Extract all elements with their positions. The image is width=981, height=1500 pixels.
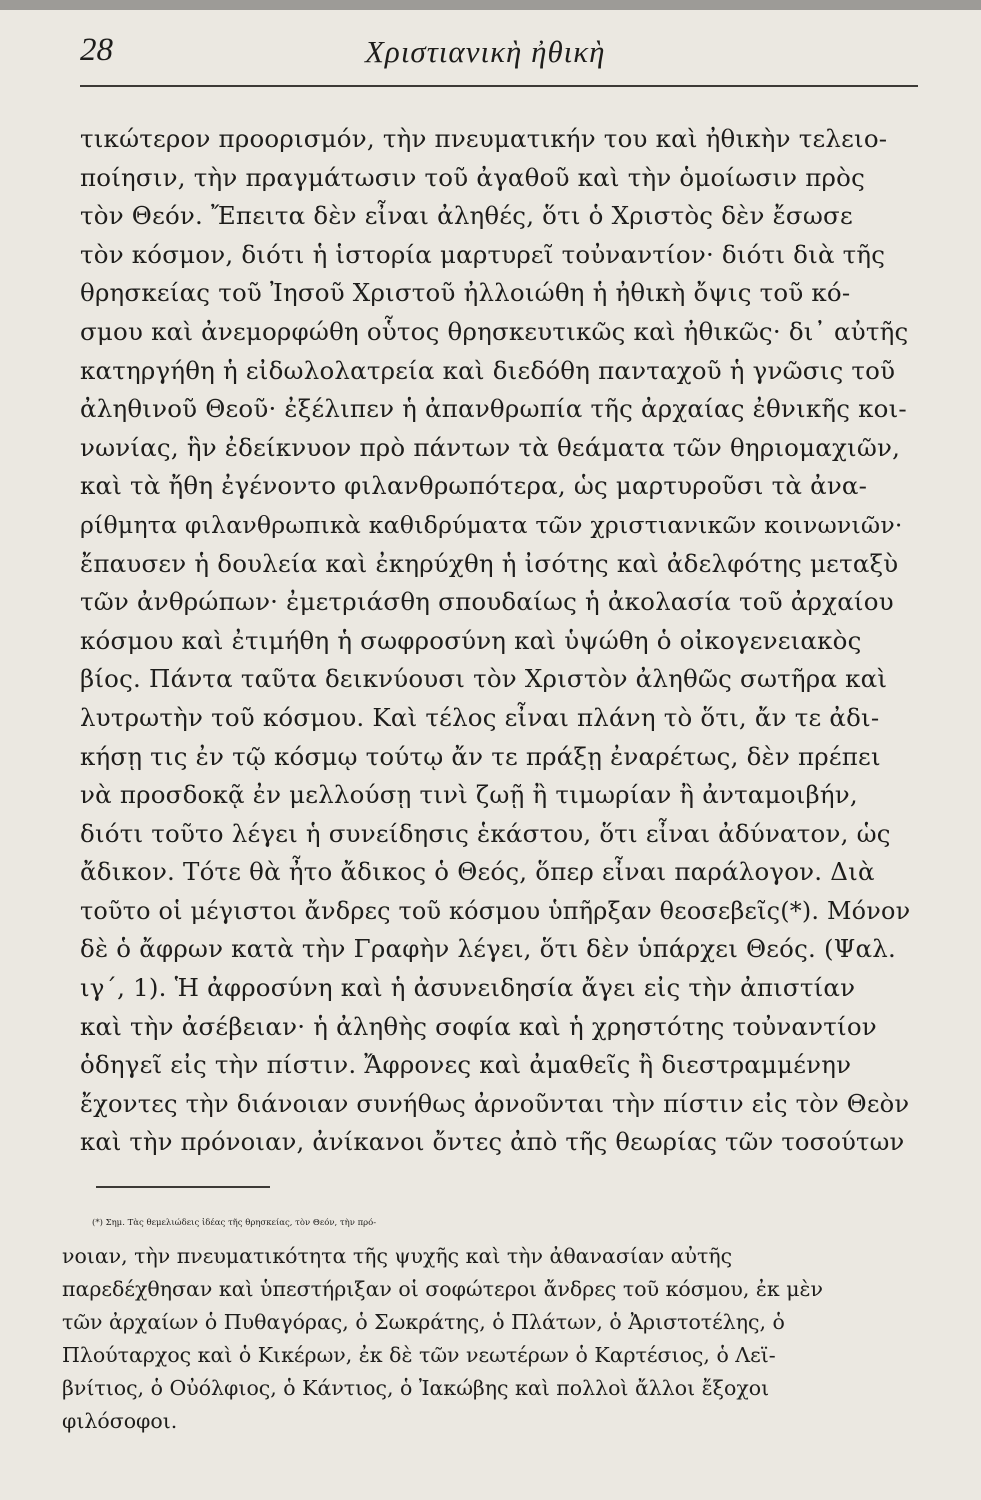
text-line: καὶ τὰ ἤθη ἐγένοντο φιλανθρωπότερα, ὡς μαρτυροῦσι τὰ ἀνα- xyxy=(80,471,868,501)
footnote xyxy=(62,1207,912,1438)
text-line: ποίησιν, τὴν πραγμάτωσιν τοῦ ἀγαθοῦ καὶ τὴν ὁμοίωσιν πρὸς xyxy=(80,162,866,192)
text-line: ἔπαυσεν ἡ δουλεία καὶ ἐκηρύχθη ἡ ἰσότης καὶ ἀδελφότης μεταξὺ xyxy=(80,548,899,578)
text-line: λυτρωτὴν τοῦ κόσμου. Καὶ τέλος εἶναι πλάνη τὸ ὅτι, ἄν τε ἀδι- xyxy=(80,702,880,732)
text-line: διότι τοῦτο λέγει ἡ συνείδησις ἑκάστου, ὅτι εἶναι ἀδύνατον, ὡς xyxy=(80,818,891,848)
text-line: ἄδικον. Τότε θὰ ἦτο ἄδικος ὁ Θεός, ὅπερ εἶναι παράλογον. Διὰ xyxy=(80,857,875,887)
footnote-line: τῶν ἀρχαίων ὁ Πυθαγόρας, ὁ Σωκράτης, ὁ Πλάτων, ὁ Ἀριστοτέλης, ὁ xyxy=(62,1310,785,1334)
text-line: βίος. Πάντα ταῦτα δεικνύουσι τὸν Χριστὸν ἀληθῶς σωτῆρα καὶ xyxy=(80,664,888,694)
footnote-line: βνίτιος, ὁ Οὐόλφιος, ὁ Κάντιος, ὁ Ἰακώβης καὶ πολλοὶ ἄλλοι ἔξοχοι xyxy=(62,1376,770,1400)
text-line: δὲ ὁ ἄφρων κατὰ τὴν Γραφὴν λέγει, ὅτι δὲν ὑπάρχει Θεός. (Ψαλ. xyxy=(80,934,896,964)
text-line: τὸν κόσμον, διότι ἡ ἱστορία μαρτυρεῖ τοὐναντίον· διότι διὰ τῆς xyxy=(80,239,886,269)
page-header xyxy=(80,28,916,78)
footnote-line: νοιαν, τὴν πνευματικότητα τῆς ψυχῆς καὶ τὴν ἀθανασίαν αὐτῆς xyxy=(62,1244,733,1268)
footnote-line: Πλούταρχος καὶ ὁ Κικέρων, ἐκ δὲ τῶν νεωτέρων ὁ Καρτέσιος, ὁ Λεϊ- xyxy=(62,1343,776,1367)
text-line: ιγ΄, 1). Ἡ ἀφροσύνη καὶ ἡ ἀσυνειδησία ἄγει εἰς τὴν ἀπιστίαν xyxy=(80,973,856,1003)
footnote-rule xyxy=(96,1186,270,1188)
text-line: νωνίας, ἣν ἐδείκνυον πρὸ πάντων τὰ θεάματα τῶν θηριομαχιῶν, xyxy=(80,432,901,462)
scan-top-band xyxy=(0,0,981,10)
text-line: τῶν ἀνθρώπων· ἐμετριάσθη σπουδαίως ἡ ἀκολασία τοῦ ἀρχαίου xyxy=(80,587,894,617)
text-line: θρησκείας τοῦ Ἰησοῦ Χριστοῦ ἠλλοιώθη ἡ ἠθικὴ ὄψις τοῦ κό- xyxy=(80,278,851,308)
text-line: ἔχοντες τὴν διάνοιαν συνήθως ἀρνοῦνται τὴν πίστιν εἰς τὸν Θεὸν xyxy=(80,1089,910,1118)
text-line: τικώτερον προορισμόν, τὴν πνευματικήν του καὶ ἠθικὴν τελειο- xyxy=(80,124,888,153)
footnote-line: φιλόσοφοι. xyxy=(62,1409,178,1433)
header-rule xyxy=(80,85,918,87)
text-line: νὰ προσδοκᾷ ἐν μελλούσῃ τινὶ ζωῇ ἢ τιμωρίαν ἢ ἀνταμοιβήν, xyxy=(80,780,858,810)
text-line: κατηργήθη ἡ εἰδωλολατρεία καὶ διεδόθη πανταχοῦ ἡ γνῶσις τοῦ xyxy=(80,355,896,385)
main-text xyxy=(80,120,910,1162)
footnote-line: παρεδέχθησαν καὶ ὑπεστήριξαν οἱ σοφώτεροι ἄνδρες τοῦ κόσμου, ἐκ μὲν xyxy=(62,1277,824,1301)
text-line: τὸν Θεόν. Ἔπειτα δὲν εἶναι ἀληθές, ὅτι ὁ Χριστὸς δὲν ἔσωσε xyxy=(80,201,853,231)
text-line: κήσῃ τις ἐν τῷ κόσμῳ τούτῳ ἄν τε πράξῃ ἐναρέτως, δὲν πρέπει xyxy=(80,741,881,771)
text-line: ρίθμητα φιλανθρωπικὰ καθιδρύματα τῶν χριστιανικῶν κοινωνιῶν· xyxy=(80,510,903,539)
text-line: καὶ τὴν πρόνοιαν, ἀνίκανοι ὄντες ἀπὸ τῆς θεωρίας τῶν τοσούτων xyxy=(80,1128,905,1157)
text-line: σμου καὶ ἀνεμορφώθη οὗτος θρησκευτικῶς καὶ ἠθικῶς· δι᾽ αὐτῆς xyxy=(80,316,909,346)
text-line: καὶ τὴν ἀσέβειαν· ἡ ἀληθὴς σοφία καὶ ἡ χρηστότης τοὐναντίον xyxy=(80,1011,877,1041)
running-title: Χριστιανικὴ ἠθικὴ xyxy=(365,34,606,69)
footnote-line: (*) Σημ. Τὰς θεμελιώδεις ἰδέας τῆς θρησκείας, τὸν Θεόν, τὴν πρό- xyxy=(92,1218,377,1228)
text-line: κόσμου καὶ ἐτιμήθη ἡ σωφροσύνη καὶ ὑψώθη ὁ οἰκογενειακὸς xyxy=(80,625,862,655)
text-line: ὁδηγεῖ εἰς τὴν πίστιν. Ἄφρονες καὶ ἀμαθεῖς ἢ διεστραμμένην xyxy=(80,1050,852,1080)
text-line: τοῦτο οἱ μέγιστοι ἄνδρες τοῦ κόσμου ὑπῆρξαν θεοσεβεῖς(*). Μόνον xyxy=(80,896,911,925)
page-number: 28 xyxy=(80,32,113,68)
text-line: ἀληθινοῦ Θεοῦ· ἐξέλιπεν ἡ ἀπανθρωπία τῆς ἀρχαίας ἐθνικῆς κοι- xyxy=(80,394,907,424)
